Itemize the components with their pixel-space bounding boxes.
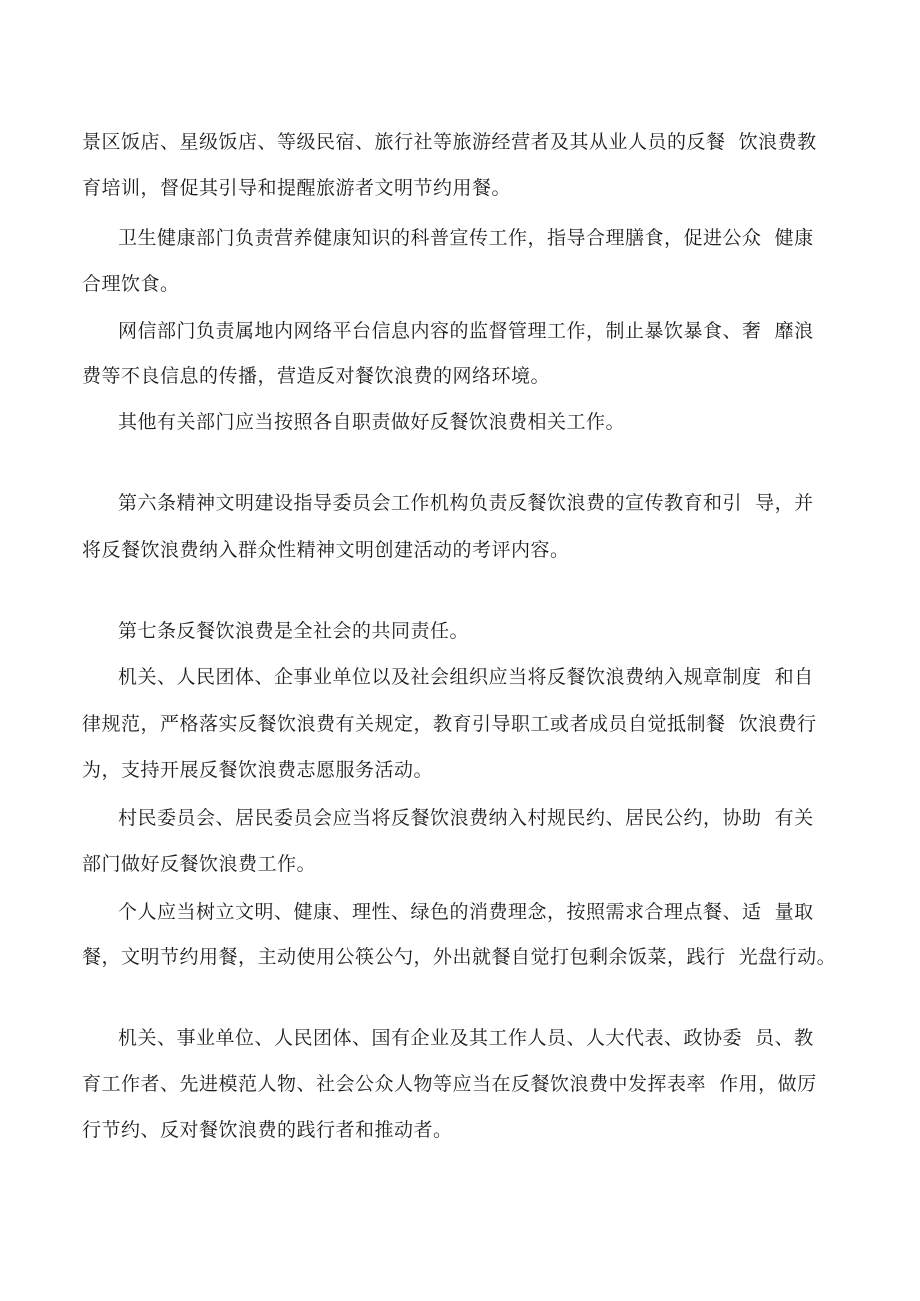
paragraph-line: 部门做好反餐饮浪费工作。 [82,853,317,875]
paragraph-line: 村民委员会、居民委员会应当将反餐饮浪费纳入村规民约、居民公约，协助 有关 [118,807,814,829]
paragraph-line: 机关、人民团体、企事业单位以及社会组织应当将反餐饮浪费纳入规章制度 和自 [118,666,814,688]
paragraph-line: 将反餐饮浪费纳入群众性精神文明创建活动的考评内容。 [82,539,570,561]
paragraph-line: 餐，文明节约用餐，主动使用公筷公勺，外出就餐自觉打包剩余饭菜，践行 光盘行动。 [82,946,837,968]
paragraph-line: 第六条精神文明建设指导委员会工作机构负责反餐饮浪费的宣传教育和引 导，并 [118,492,814,514]
paragraph-line: 育工作者、先进模范人物、社会公众人物等应当在反餐饮浪费中发挥表率 作用，做厉 [82,1073,817,1095]
paragraph-line: 机关、事业单位、人民团体、国有企业及其工作人员、人大代表、政协委 员、教 [118,1027,814,1049]
paragraph-line: 个人应当树立文明、健康、理性、绿色的消费理念，按照需求合理点餐、适 量取 [118,901,814,923]
paragraph-line: 育培训，督促其引导和提醒旅游者文明节约用餐。 [82,177,512,199]
paragraph-line: 景区饭店、星级饭店、等级民宿、旅行社等旅游经营者及其从业人员的反餐 饮浪费教 [82,131,817,153]
paragraph-line: 费等不良信息的传播，营造反对餐饮浪费的网络环境。 [82,365,551,387]
paragraph-line: 合理饮食。 [82,273,180,295]
paragraph-line: 卫生健康部门负责营养健康知识的科普宣传工作，指导合理膳食，促进公众 健康 [118,227,814,249]
paragraph-line: 为，支持开展反餐饮浪费志愿服务活动。 [82,759,434,781]
paragraph-line: 第七条反餐饮浪费是全社会的共同责任。 [118,620,470,642]
paragraph-line: 网信部门负责属地内网络平台信息内容的监督管理工作，制止暴饮暴食、奢 靡浪 [118,320,814,342]
paragraph-line: 其他有关部门应当按照各自职责做好反餐饮浪费相关工作。 [118,411,626,433]
paragraph-line: 律规范，严格落实反餐饮浪费有关规定，教育引导职工或者成员自觉抵制餐 饮浪费行 [82,713,817,735]
paragraph-line: 行节约、反对餐饮浪费的践行者和推动者。 [82,1119,453,1141]
